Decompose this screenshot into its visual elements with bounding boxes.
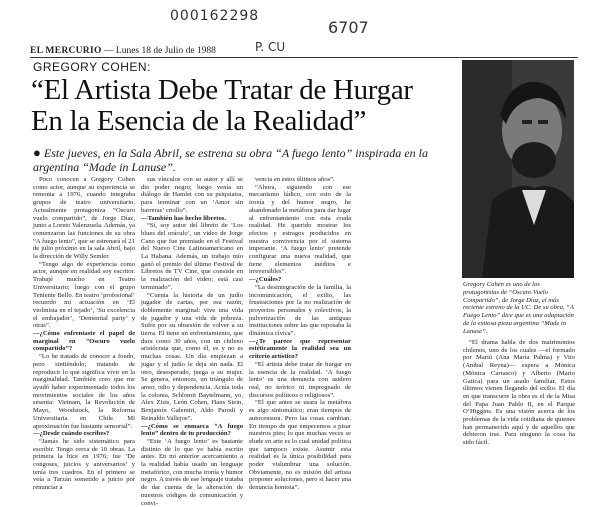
portrait-image — [462, 60, 574, 278]
portrait-photo — [462, 60, 574, 278]
interview-question: —¿Te parece que representar estéticamente la realidad sea un criterio artístico? — [249, 337, 351, 361]
byline: GREGORY COHEN: — [33, 60, 151, 74]
bullet-icon: ● — [33, 145, 41, 160]
interview-question: —También has hecho libretos. — [141, 214, 227, 222]
article-paragraph: vencia en estos últimos años”. — [255, 176, 335, 183]
article-paragraph: “Sí, soy autor del libreto de ‘Los blues del oráculo’, un video de Jorge Cano que fue premiado en el Festival del Nuevo Cine Latinoamericano en La Habana. Además, un trabajo mío ganó el premio del último Festival de Libretos de TV Cine, que consiste en la realización del video; está casi terminado”. — [141, 222, 243, 291]
interview-question: —¿Cómo se enmarca “A fuego lento” dentro de tu producción? — [141, 422, 243, 438]
article-paragraph: “Lo he tratado de conocer a fondo, pero sintiéndolo; tratando de reproducir lo que significa vivir en la marginalidad. También creo que me ayudó haber experimentado todos los movimientos sociales de los años sesenta: Vietnam, la Revolución de Mayo, Woodstock, la Reforma Universitaria en Chile. Mi aproximación fue bastante sensorial”. — [33, 353, 135, 430]
article-column-1 — [33, 176, 135, 492]
article-column-4 — [463, 339, 575, 449]
article-paragraph: “Este ‘A fuego lento’ es bastante distinto de lo que yo había escrito antes. En mi anterior acercamiento a la realidad había usado un lenguaje metafórico, con mucha ironía y humor negro. A través de ese lenguaje trataba de dar cuenta de la alteración de nuestros códigos de comunicación y convi- — [141, 437, 243, 507]
newspaper-masthead — [30, 46, 578, 58]
article-paragraph: “Ahora, siguiendo con ese mecanismo lúdico, con esto de la ironía y del humor negro, he abandonado la metáfora para dar lugar al enfrentamiento con esta cruda realidad. He querido mostrar los efectos y estragos producidos en nuestra convivencia por el sistema imperante. ‘A fuego lento’ pretende configurar una nueva realidad, que tiene elementos inéditos e irreversibles”. — [249, 183, 351, 276]
article-column-2 — [141, 176, 243, 507]
newspaper-name: EL MERCURIO — [30, 46, 102, 56]
interview-question: —¿Desde cuándo escribes? — [33, 430, 110, 438]
article-paragraph: “Jamás he sido sistemático para escribir. Tengo cerca de 10 obras. La primera la hice en 1976; fue ‘De congoses, juicios y aniversarios’ y tenía tres cuadros. En el primero se veía a Tarzán sometido a juicio por renunciar a — [33, 437, 135, 492]
handwritten-archive-number: 000162298 — [170, 8, 260, 24]
article-paragraph: “Cuenta la historia de un judío jugador de cartas, por esa razón, doblemente marginal: vive una vida de jugador y una vida de pobreza. Sufre por su obsesión de volver a su tierra. El tiene un enfrentamiento, que dura como 30 años, con un chileno aristócrata que, como él, es y no es muchas cosas. Un día empiezan a jugar y el judío le deja sin nada. El otro, desesperado, juega a su mujer. Se genera, entonces, un triángulo de amor, odio y dependencia. Actúa toda la colonia, Schlomit Baytelmann, yo, Alex Zisis, León Cohen, Hans Stein, Benjamín Galemiri, Aldo Parodi y Reinaldo Vallejos”. — [141, 291, 243, 422]
deck-text: Este jueves, en la Sala Abril, se estrena su obra “A fuego lento” inspirada en la argentina “Made in Lanuse”. — [33, 146, 428, 174]
publication-date: — Lunes 18 de Julio de 1988 — [101, 46, 216, 56]
article-column-3 — [249, 176, 351, 492]
photo-caption: Gregory Cohen es uno de los protagonistas de “Oscuro Vuelo Compartido”, de Jorge Díaz, el más reciente estreno de la UC. De su obra, “A Fuego Lento” dice que es una adaptación de la exitosa pieza argentina “Made in Lanuse”. — [463, 281, 574, 335]
interview-question: —¿Cuáles? — [249, 276, 282, 284]
article-deck — [33, 146, 453, 174]
handwritten-note: P. CU — [255, 40, 286, 54]
interview-question: —¿Cómo enfrentaste el papel de marginal en “Oscuro vuelo compartido”? — [33, 330, 135, 353]
article-paragraph: “Tengo algo de experiencia como actor, aunque en realidad soy escritor. Trabajé mucho en Teatro Universitario; luego con el grupo Teniente Bello. En teatro ‘profesional’ recuerdo mi actuación en ‘El violinista en el tejado’, ‘Su excelencia el embajador’, ‘Demential party’ y otras”. — [33, 260, 135, 330]
article-paragraph: “El que antes se usara la metáfora es algo sintomático; eran tiempos de autocensura. Pero las cosas cambian. En tiempo de que empecemos a pisar nuestros pies; lo que muchas veces se elude en arte es lo cual unidad política que tampoco existe. Asumir esta realidad es la única posibilidad para poder vislumbrar una solución. Obviamente, no es misión del artista proponer soluciones, pero sí hacer una denuncia honesta”. — [249, 399, 351, 492]
article-paragraph: “El drama habla de dos matrimonios chilenos, uno de los cuales —el formado por Mariú (Ana María Palma) y Vito (Aníbal Reyna)— espera a Mónica (Mónica Carrasco) y Alberto (Mario Gatica) para un asado familiar. Estos últimos vienen llegando del exilio. El día en que transcurre la obra es el de la Misa del Papa Juan Pablo II, en el Parque O’Higgins. Es una visión acerca de los problemas de la vida cotidiana de quienes han permanecido aquí y de aquellos que debieron irse. Para ninguno la cosa ha sido fácil. — [463, 339, 575, 447]
article-paragraph: sus vínculos con su autor y allí se dio poder negro; luego venía un diálogo de Hamlet con su psiquiatra, para terminar con un ‘Amor sin barreras’ criollo”. — [141, 176, 243, 214]
article-paragraph: Poco conocen a Gregory Cohen como actor, aunque su experiencia se remonta a 1976, cuando integraba grupos de teatro universitario. Actualmente protagoniza “Oscuro vuelo compartido”, de Jorge Díaz, junto a Loreto Valenzuela. Además, ya comenzaron las funciones de su obra “A fuego lento”, que se estrenará el 21 de julio próximo en la sala Abril, bajo la dirección de Willy Semler. — [33, 176, 135, 261]
article-paragraph: “La desintegración de la familia, la incomunicación, el exilio, las frustraciones por la no realización de proyectos personales y colectivos, la pulverización de las antiguas instituciones sobre las que reposaba la dinámica cívica”. — [249, 283, 351, 338]
article-paragraph: “El artista debe tratar de hurgar en la esencia de la realidad. ‘A fuego lento’ es una denuncia con asidero real, no teórico ni impregnado de discursos políticos o religiosos”. — [249, 360, 351, 399]
handwritten-reference: 6707 — [328, 18, 369, 37]
article-headline: “El Artista Debe Tratar de Hurgar En la Esencia de la Realidad” — [31, 74, 413, 137]
